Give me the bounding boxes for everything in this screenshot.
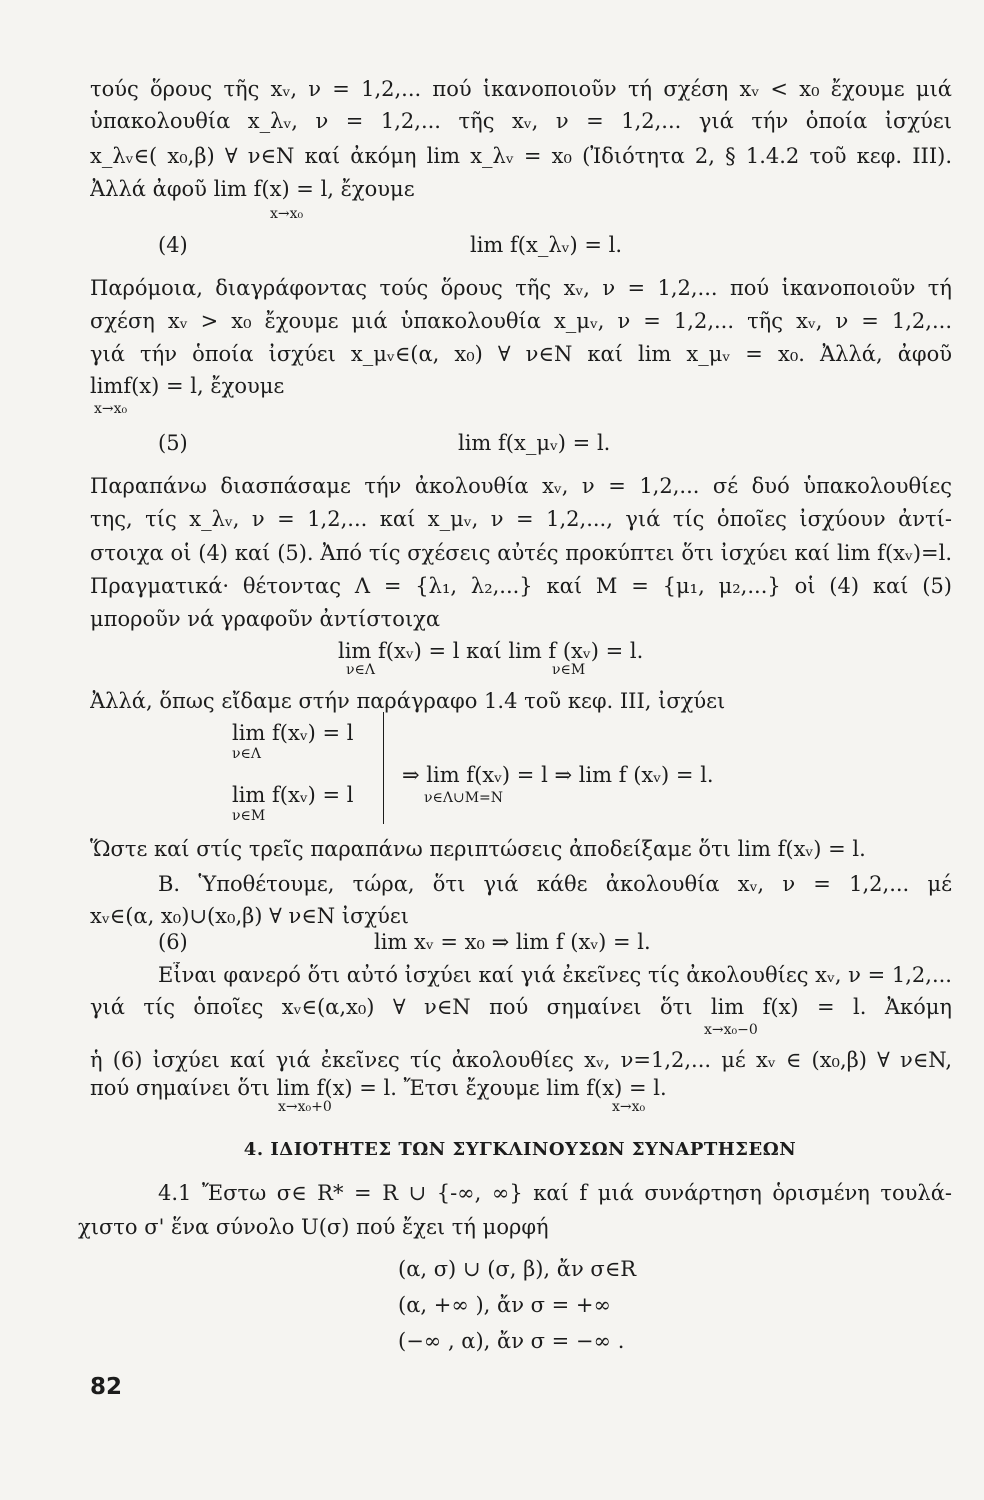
text-line: limf(x) = l, ἔχουμε bbox=[90, 374, 285, 398]
limit-subscript: ν∈Λ bbox=[232, 746, 261, 762]
text-line: xᵥ∈(α, x₀)∪(x₀,β) ∀ ν∈N ἰσχύει bbox=[90, 904, 410, 928]
text-line: γιά τήν ὁποία ἰσχύει x_μᵥ∈(α, x₀) ∀ ν∈N καί lim x_μᵥ = x₀. Ἀλλά, ἀφοῦ bbox=[90, 342, 952, 366]
limit-subscript: ν∈M bbox=[232, 808, 266, 824]
limit-subscript: ν∈Λ∪M=N bbox=[424, 790, 504, 806]
limit-subscript: ν∈M bbox=[552, 662, 586, 678]
limit-subscript: x→x₀ bbox=[94, 401, 128, 417]
text-line: Εἶναι φανερό ὅτι αὐτό ἰσχύει καί γιά ἐκεῖνες τίς ἀκολουθίες xᵥ, ν = 1,2,... bbox=[158, 963, 952, 987]
equation: lim f(xᵥ) = l bbox=[232, 721, 354, 745]
text-line: Παραπάνω διασπάσαμε τήν ἀκολουθία xᵥ, ν = 1,2,... σέ δυό ὑπακολουθίες bbox=[90, 474, 952, 498]
text-line: στοιχα οἱ (4) καί (5). Ἀπό τίς σχέσεις αὐτές προκύπτει ὅτι ἰσχύει καί lim f(xᵥ)=l. bbox=[90, 541, 952, 565]
text-line: Πραγματικά· θέτοντας Λ = {λ₁, λ₂,...} καί M = {μ₁, μ₂,...} οἱ (4) καί (5) bbox=[90, 574, 952, 598]
text-line: ὑπακολουθία x_λᵥ, ν = 1,2,... τῆς xᵥ, ν = 1,2,... γιά τήν ὁποία ἰσχύει bbox=[90, 109, 952, 133]
equation: lim f(x_μᵥ) = l. bbox=[458, 431, 611, 455]
case-line: (−∞ , α), ἄν σ = −∞ . bbox=[398, 1329, 625, 1353]
text-line: B. Ὑποθέτουμε, τώρα, ὅτι γιά κάθε ἀκολουθία xᵥ, ν = 1,2,... μέ bbox=[158, 872, 952, 896]
text-line: της, τίς x_λᵥ, ν = 1,2,... καί x_μᵥ, ν = 1,2,..., γιά τίς ὁποῖες ἰσχύουν ἀντί- bbox=[90, 507, 952, 531]
text-line: Παρόμοια, διαγράφοντας τούς ὅρους τῆς xᵥ, ν = 1,2,... πού ἱκανοποιοῦν τή bbox=[90, 276, 952, 300]
right-brace bbox=[383, 712, 388, 824]
text-line: πού σημαίνει ὅτι lim f(x) = l. Ἔτσι ἔχουμε lim f(x) = l. bbox=[90, 1076, 667, 1100]
limit-subscript: x→x₀+0 bbox=[278, 1099, 332, 1115]
equation: ⇒ lim f(xᵥ) = l ⇒ lim f (xᵥ) = l. bbox=[402, 763, 714, 787]
page-number: 82 bbox=[90, 1374, 123, 1400]
text-line: γιά τίς ὁποῖες xᵥ∈(α,x₀) ∀ ν∈N πού σημαίνει ὅτι lim f(x) = l. Ἀκόμη bbox=[90, 995, 952, 1019]
limit-subscript: ν∈Λ bbox=[346, 662, 375, 678]
equation: lim f(xᵥ) = l bbox=[232, 783, 354, 807]
text-line: Ἀλλά, ὅπως εἴδαμε στήν παράγραφο 1.4 τοῦ κεφ. III, ἰσχύει bbox=[90, 689, 726, 713]
limit-subscript: x→x₀−0 bbox=[704, 1022, 758, 1038]
text-line: ἡ (6) ἰσχύει καί γιά ἐκεῖνες τίς ἀκολουθίες xᵥ, ν=1,2,... μέ xᵥ ∈ (x₀,β) ∀ ν∈N, bbox=[90, 1048, 952, 1072]
equation-label: (6) bbox=[158, 930, 188, 954]
equation-label: (5) bbox=[158, 431, 188, 455]
text-line: σχέση xᵥ > x₀ ἔχουμε μιά ὑπακολουθία x_μᵥ, ν = 1,2,... τῆς xᵥ, ν = 1,2,... bbox=[90, 309, 952, 333]
equation: lim f(x_λᵥ) = l. bbox=[470, 233, 622, 257]
equation: lim f(xᵥ) = l καί lim f (xᵥ) = l. bbox=[338, 639, 644, 663]
text-line: μποροῦν νά γραφοῦν ἀντίστοιχα bbox=[90, 607, 441, 631]
text-line: τούς ὅρους τῆς xᵥ, ν = 1,2,... πού ἱκανοποιοῦν τή σχέση xᵥ < x₀ ἔχουμε μιά bbox=[90, 77, 952, 101]
text-line: χιστο σ' ἕνα σύνολο U(σ) πού ἔχει τή μορφή bbox=[78, 1215, 549, 1239]
text-line: x_λᵥ∈( x₀,β) ∀ ν∈N καί ἀκόμη lim x_λᵥ = x₀ (Ἰδιότητα 2, § 1.4.2 τοῦ κεφ. III). bbox=[90, 144, 952, 168]
case-line: (α, σ) ∪ (σ, β), ἄν σ∈R bbox=[398, 1257, 637, 1281]
text-line: 4.1 Ἔστω σ∈ R* = R ∪ {-∞, ∞} καί f μιά συνάρτηση ὁρισμένη τουλά- bbox=[158, 1181, 952, 1205]
equation-label: (4) bbox=[158, 233, 188, 257]
limit-subscript: x→x₀ bbox=[612, 1099, 646, 1115]
text-line: Ἀλλά ἀφοῦ lim f(x) = l, ἔχουμε bbox=[90, 177, 415, 201]
section-heading: 4. ΙΔΙΟΤΗΤΕΣ ΤΩΝ ΣΥΓΚΛΙΝΟΥΣΩΝ ΣΥΝΑΡΤΗΣΕΩΝ bbox=[243, 1139, 797, 1160]
case-line: (α, +∞ ), ἄν σ = +∞ bbox=[398, 1293, 612, 1317]
text-line: Ὥστε καί στίς τρεῖς παραπάνω περιπτώσεις ἀποδείξαμε ὅτι lim f(xᵥ) = l. bbox=[90, 837, 866, 861]
limit-subscript: x→x₀ bbox=[270, 206, 304, 222]
equation: lim xᵥ = x₀ ⇒ lim f (xᵥ) = l. bbox=[374, 930, 651, 954]
